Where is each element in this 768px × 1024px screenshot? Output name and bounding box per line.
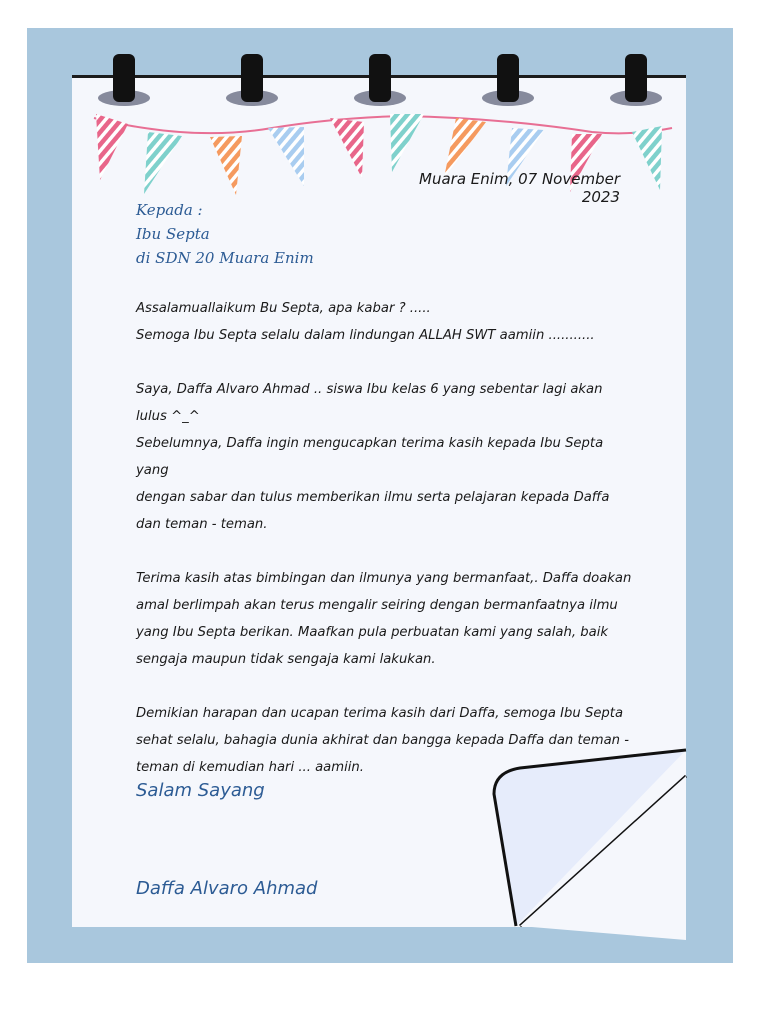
body-line: teman di kemudian hari ... aamiin. xyxy=(136,760,364,775)
body-line: Terima kasih atas bimbingan dan ilmunya yang bermanfaat,. Daffa doakan xyxy=(136,571,632,586)
body-line: dengan sabar dan tulus memberikan ilmu serta pelajaran kepada Daffa xyxy=(136,490,610,505)
recipient-line: Kepada : xyxy=(136,201,203,219)
recipient-line: Ibu Septa xyxy=(136,225,210,243)
closing-text: Salam Sayang xyxy=(136,780,265,801)
paragraph-gap xyxy=(136,538,636,565)
letter-body xyxy=(136,295,636,781)
recipient-block xyxy=(136,198,314,270)
body-line: Semoga Ibu Septa selalu dalam lindungan ALLAH SWT aamiin ........... xyxy=(136,328,595,343)
body-line: Demikian harapan dan ucapan terima kasih dari Daffa, semoga Ibu Septa xyxy=(136,706,624,721)
body-line: amal berlimpah akan terus mengalir seiring dengan bermanfaatnya ilmu xyxy=(136,598,618,613)
paragraph-gap xyxy=(136,349,636,376)
body-line: lulus ^_^ xyxy=(136,409,200,424)
body-line: Saya, Daffa Alvaro Ahmad .. siswa Ibu kelas 6 yang sebentar lagi akan xyxy=(136,382,603,397)
letter-date: Muara Enim, 07 November 2023 xyxy=(419,170,620,206)
body-line: sengaja maupun tidak sengaja kami lakukan. xyxy=(136,652,436,667)
body-line: yang Ibu Septa berikan. Maafkan pula perbuatan kami yang salah, baik xyxy=(136,625,609,640)
body-line: Sebelumnya, Daffa ingin mengucapkan terima kasih kepada Ibu Septa yang xyxy=(136,436,604,478)
body-line: dan teman - teman. xyxy=(136,517,268,532)
signature-name: Daffa Alvaro Ahmad xyxy=(136,878,318,899)
recipient-line: di SDN 20 Muara Enim xyxy=(136,249,314,267)
page-curl-icon xyxy=(480,740,690,940)
body-line: sehat selalu, bahagia dunia akhirat dan bangga kepada Daffa dan teman - xyxy=(136,733,629,748)
paragraph-gap xyxy=(136,673,636,700)
body-line: Assalamuallaikum Bu Septa, apa kabar ? ..... xyxy=(136,301,431,316)
